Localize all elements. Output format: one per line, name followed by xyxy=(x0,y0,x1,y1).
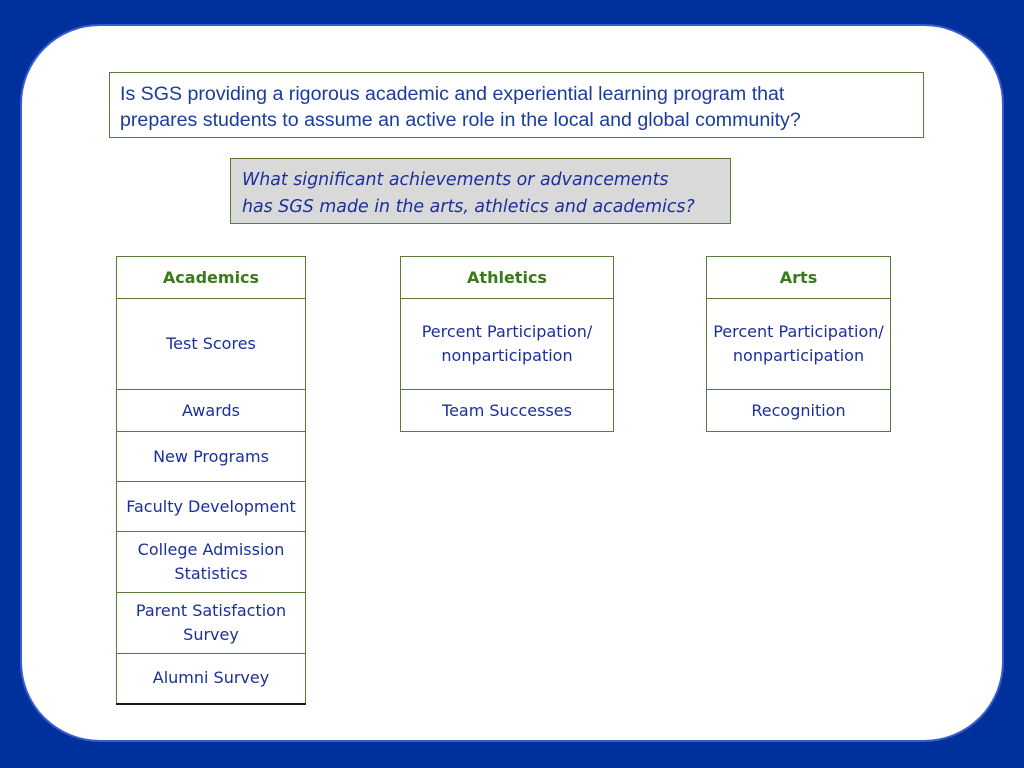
academics-item: Awards xyxy=(117,390,306,432)
academics-header: Academics xyxy=(117,257,306,299)
athletics-item: Team Successes xyxy=(401,390,614,432)
academics-item: Parent Satisfaction Survey xyxy=(117,593,306,654)
arts-item: Recognition xyxy=(707,390,891,432)
arts-header: Arts xyxy=(707,257,891,299)
academics-item: Test Scores xyxy=(117,299,306,390)
academics-item: Alumni Survey xyxy=(117,654,306,704)
arts-item: Percent Participation/ nonparticipation xyxy=(707,299,891,390)
athletics-table xyxy=(400,256,614,432)
academics-table xyxy=(116,256,306,705)
athletics-header: Athletics xyxy=(401,257,614,299)
academics-item: New Programs xyxy=(117,432,306,482)
academics-item: Faculty Development xyxy=(117,482,306,532)
academics-item: College Admission Statistics xyxy=(117,532,306,593)
main-question-box: Is SGS providing a rigorous academic and experiential learning program that prepares students to assume an active role in the local and global community? xyxy=(109,72,924,138)
arts-table xyxy=(706,256,891,432)
athletics-item: Percent Participation/ nonparticipation xyxy=(401,299,614,390)
sub-question-box: What significant achievements or advancements has SGS made in the arts, athletics and academics? xyxy=(230,158,731,224)
